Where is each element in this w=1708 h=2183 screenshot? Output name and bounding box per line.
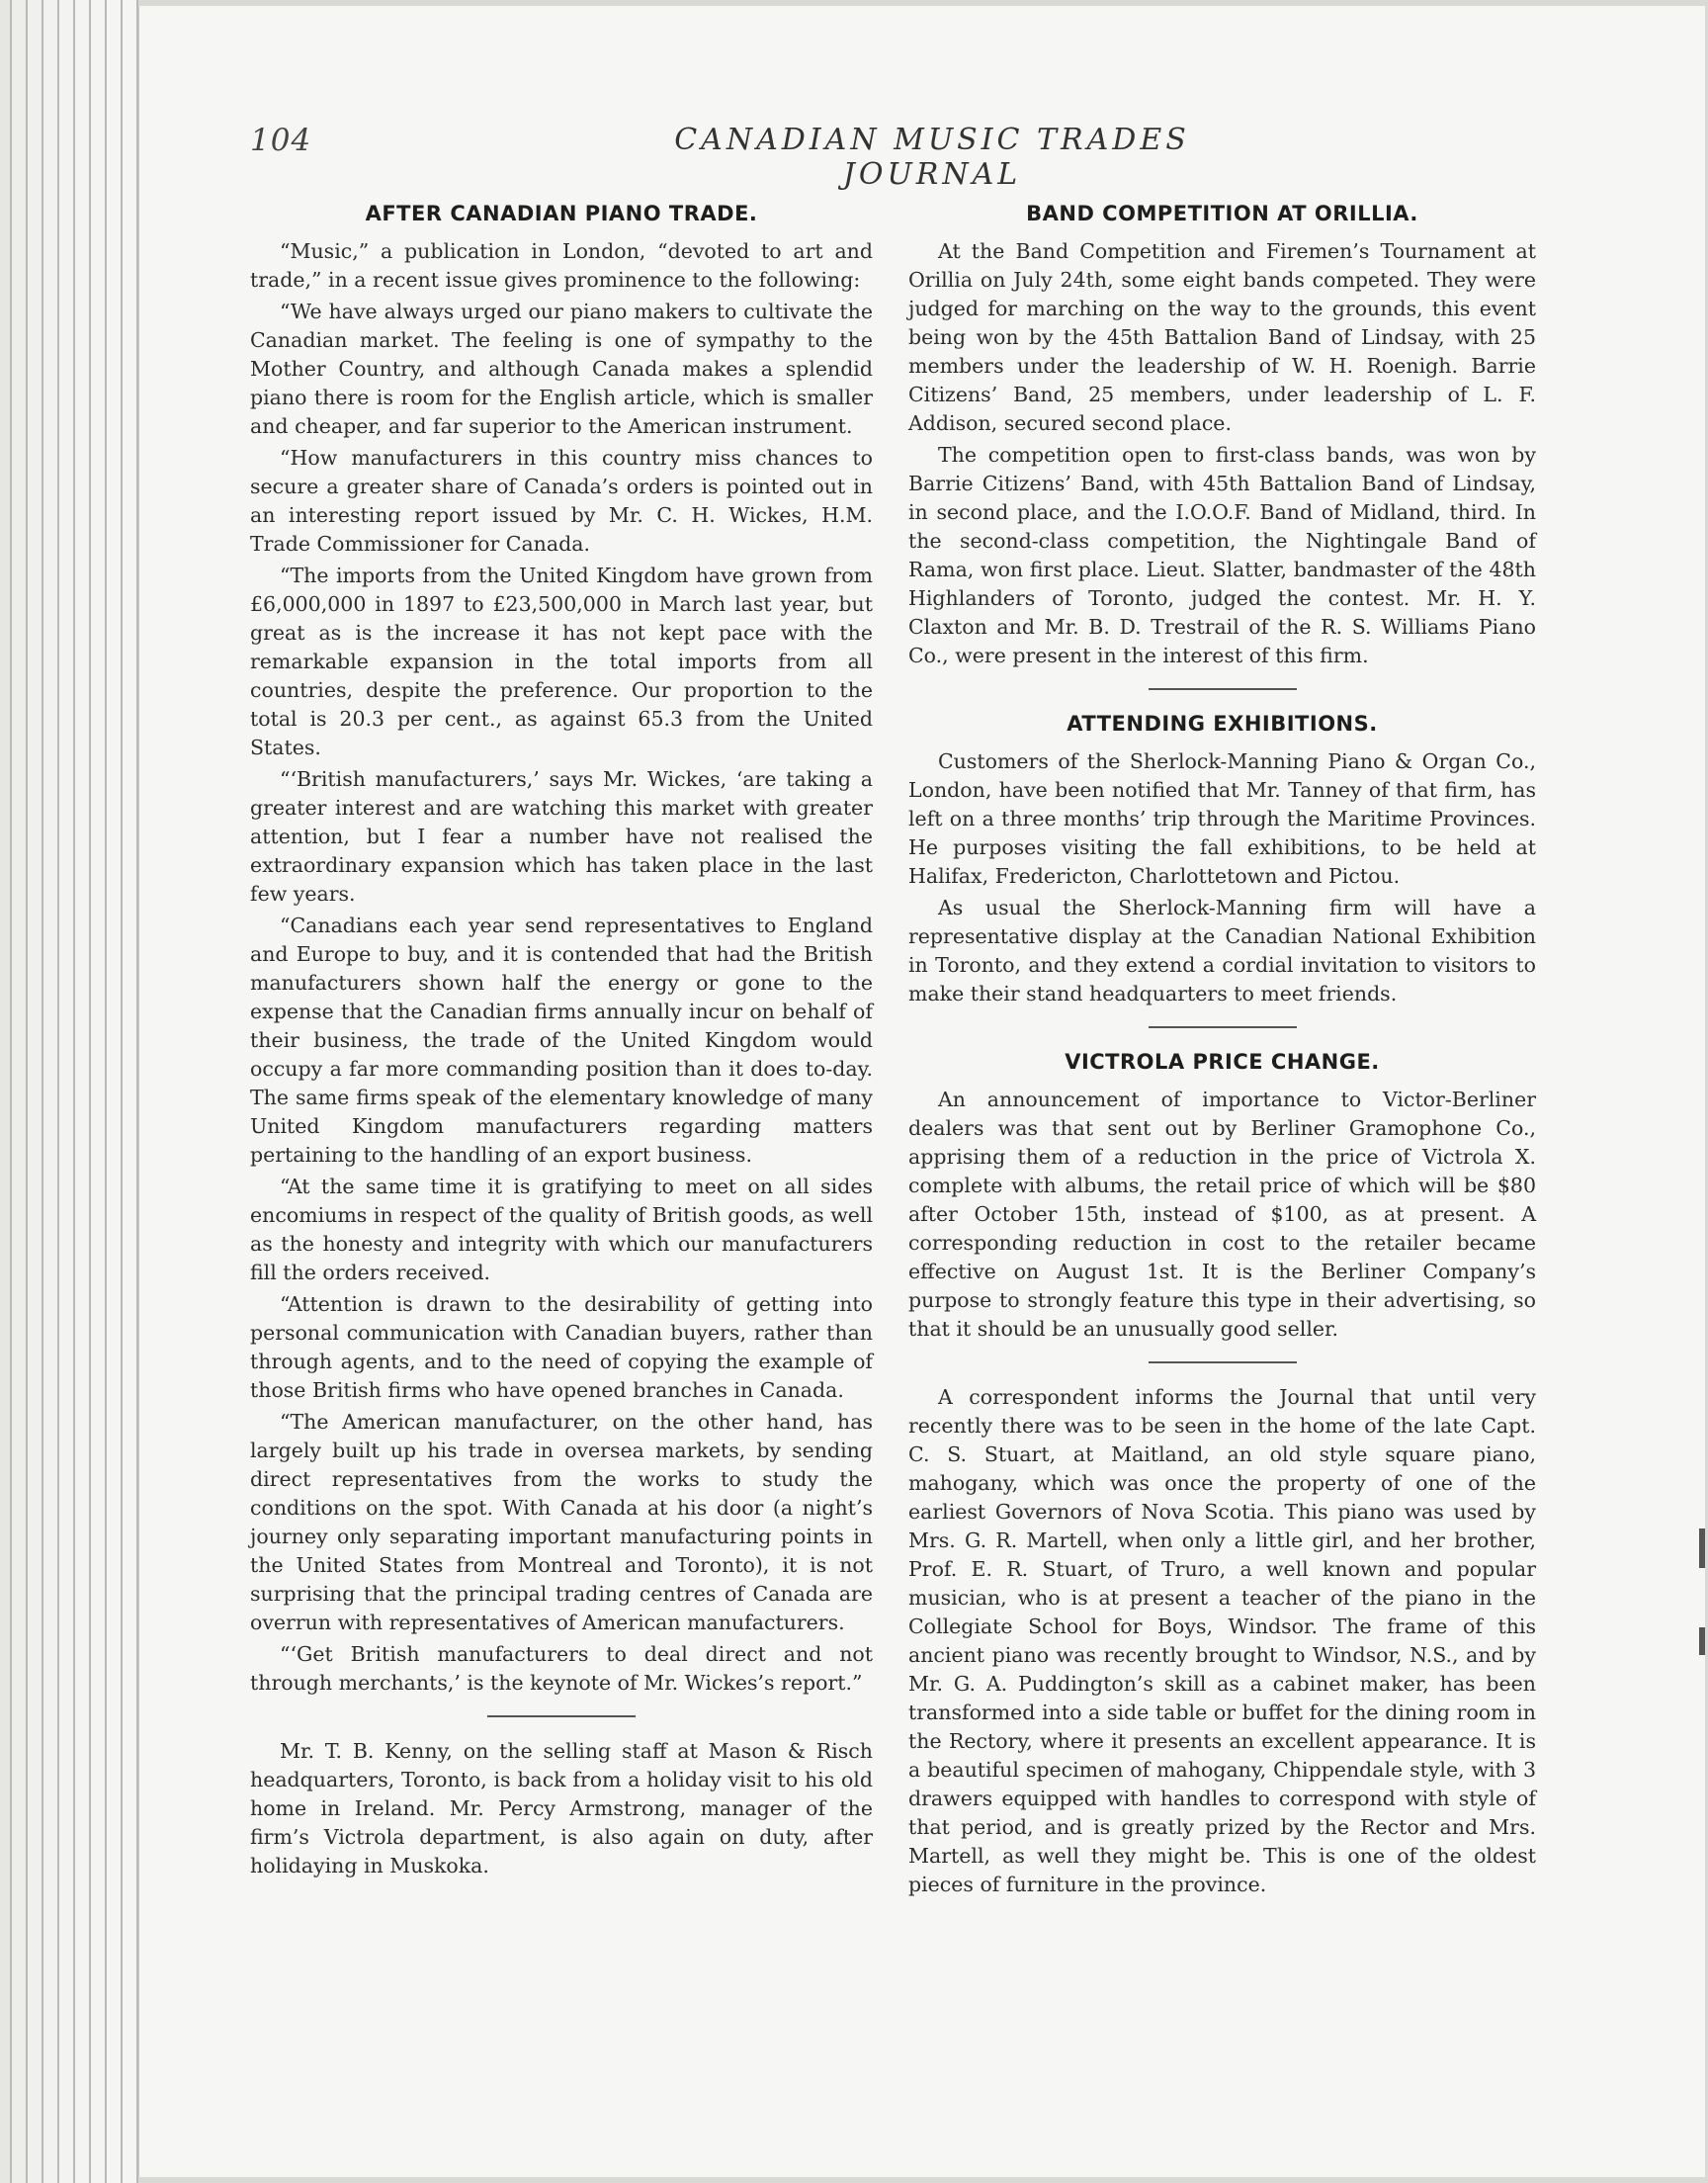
section-divider bbox=[1149, 1026, 1297, 1028]
section-divider bbox=[487, 1715, 636, 1717]
section-divider bbox=[1149, 1361, 1297, 1363]
article-paragraph: At the Band Competition and Firemen’s Tournament at Orillia on July 24th, some eight bands competed. They were judged for marching on the way to the grounds, this event being won by the 45th Battalion Band of Lindsay, with 25 members under the leadership of W. H. Roenigh. Barrie Citizens’ Band, 25 members, under leadership of L. F. Addison, secured second place. bbox=[908, 239, 1536, 435]
scan-edge-mark bbox=[1699, 1528, 1705, 1568]
page-edge bbox=[91, 0, 107, 2183]
article-paragraph: The competition open to first-class bands, was won by Barrie Citizens’ Band, with 45th Battalion Band of Lindsay, in second place, and the I.O.O.F. Band of Midland, third. In the second-class competition, the Nightingale Band of Rama, won first place. Lieut. Slatter, bandmaster of the 48th Highlanders of Toronto, judged the contest. Mr. H. Y. Claxton and Mr. B. D. Trestrail of the R. S. Williams Piano Co., were present in the interest of this firm. bbox=[908, 443, 1536, 667]
left-column bbox=[250, 200, 873, 1883]
headline-band-competition: BAND COMPETITION AT ORILLIA. bbox=[1026, 202, 1418, 225]
article-paragraph: “Attention is drawn to the desirability of getting into personal communication with Canadian buyers, rather than through agents, and to the need of copying the example of those British firms who have opened branches in Canada. bbox=[250, 1292, 873, 1402]
journal-page bbox=[138, 6, 1705, 2177]
article-paragraph: “We have always urged our piano makers to cultivate the Canadian market. The feeling is one of sympathy to the Mother Country, and although Canada makes a splendid piano there is room for the English article, which is smaller and cheaper, and far superior to the American instrument. bbox=[250, 300, 873, 438]
page-edge bbox=[0, 0, 12, 2183]
news-item-kenny: Mr. T. B. Kenny, on the selling staff at Mason & Risch headquarters, Toronto, is back from a holiday visit to his old home in Ireland. Mr. Percy Armstrong, manager of the firm’s Victrola department, is also again on duty, after holidaying in Muskoka. bbox=[250, 1739, 873, 1877]
headline-attending-exhibitions: ATTENDING EXHIBITIONS. bbox=[1067, 712, 1378, 736]
journal-title: CANADIAN MUSIC TRADES JOURNAL bbox=[674, 123, 1190, 192]
article-paragraph: “Canadians each year send representatives to England and Europe to buy, and it is contended that had the British manufacturers shown half the energy or gone to the expense that the Canadian firms annually incur on behalf of their business, the trade of the United Kingdom would occupy a far more commanding position than it does to-day. The same firms speak of the elementary knowledge of many United Kingdom manufacturers regarding matters pertaining to the handling of an export business. bbox=[250, 914, 873, 1167]
article-paragraph: “‘Get British manufacturers to deal direct and not through merchants,’ is the keynote of Mr. Wickes’s report.” bbox=[250, 1642, 873, 1695]
news-item-correspondent: A correspondent informs the Journal that until very recently there was to be seen in the home of the late Capt. C. S. Stuart, at Maitland, an old style square piano, mahogany, which was once the property of one of the earliest Governors of Nova Scotia. This piano was used by Mrs. G. R. Martell, when only a little girl, and her brother, Prof. E. R. Stuart, of Truro, a well known and popular musician, who is at present a teacher of the piano in the Collegiate School for Boys, Windsor. The frame of this ancient piano was recently brought to Windsor, N.S., and by Mr. G. A. Puddington’s skill as a cabinet maker, has been transformed into a side table or buffet for the dining room in the Rectory, where it presents an excellent appearance. It is a beautiful specimen of mahogany, Chippendale style, with 3 drawers equipped with handles to correspond with style of that period, and is greatly prized by the Rector and Mrs. Martell, as well they might be. This is one of the oldest pieces of furniture in the province. bbox=[908, 1385, 1536, 1896]
article-paragraph: “At the same time it is gratifying to meet on all sides encomiums in respect of the quality of British goods, as well as the honesty and integrity with which our manufacturers fill the orders received. bbox=[250, 1175, 873, 1284]
page-edge bbox=[59, 0, 75, 2183]
page-edge bbox=[107, 0, 123, 2183]
page-edge bbox=[43, 0, 59, 2183]
scan-edge-mark bbox=[1699, 1627, 1705, 1655]
article-paragraph: “The imports from the United Kingdom have grown from £6,000,000 in 1897 to £23,500,000 in March last year, but great as is the increase it has not kept pace with the remarkable expansion in the total imports from all countries, despite the preference. Our proportion to the total is 20.3 per cent., as against 65.3 from the United States. bbox=[250, 564, 873, 759]
page-edge bbox=[75, 0, 91, 2183]
article-paragraph: An announcement of importance to Victor-Berliner dealers was that sent out by Berliner Gramophone Co., apprising them of a reduction in the price of Victrola X. complete with albums, the retail price of which will be $80 after October 15th, instead of $100, as at present. A corresponding reduction in cost to the retailer became effective on August 1st. It is the Berliner Company’s purpose to strongly feature this type in their advertising, so that it should be an unusually good seller. bbox=[908, 1088, 1536, 1341]
article-paragraph: Customers of the Sherlock-Manning Piano & Organ Co., London, have been notified that Mr. Tanney of that firm, has left on a three months’ trip through the Maritime Provinces. He purposes visiting the fall exhibitions, to be held at Halifax, Fredericton, Charlottetown and Pictou. bbox=[908, 749, 1536, 888]
page-edge bbox=[123, 0, 138, 2183]
page-edge bbox=[12, 0, 28, 2183]
section-divider bbox=[1149, 688, 1297, 690]
page-edge bbox=[28, 0, 43, 2183]
headline-after-canadian-piano-trade: AFTER CANADIAN PIANO TRADE. bbox=[365, 202, 758, 225]
headline-victrola-price-change: VICTROLA PRICE CHANGE. bbox=[1065, 1050, 1380, 1074]
right-column bbox=[908, 200, 1536, 1902]
page-number: 104 bbox=[250, 123, 312, 158]
article-paragraph: “Music,” a publication in London, “devoted to art and trade,” in a recent issue gives prominence to the following: bbox=[250, 239, 873, 292]
running-head bbox=[250, 123, 1693, 192]
article-paragraph: As usual the Sherlock-Manning firm will have a representative display at the Canadian National Exhibition in Toronto, and they extend a cordial invitation to visitors to make their stand headquarters to meet friends. bbox=[908, 896, 1536, 1005]
article-paragraph: “The American manufacturer, on the other hand, has largely built up his trade in oversea markets, by sending direct representatives from the works to study the conditions on the spot. With Canada at his door (a night’s journey only separating important manufacturing points in the United States from Montreal and Toronto), it is not surprising that the principal trading centres of Canada are overrun with representatives of American manufacturers. bbox=[250, 1410, 873, 1634]
article-paragraph: “How manufacturers in this country miss chances to secure a greater share of Canada’s orders is pointed out in an interesting report issued by Mr. C. H. Wickes, H.M. Trade Commissioner for Canada. bbox=[250, 446, 873, 556]
article-paragraph: “‘British manufacturers,’ says Mr. Wickes, ‘are taking a greater interest and are watching this market with greater attention, but I fear a number have not realised the extraordinary expansion which has taken place in the last few years. bbox=[250, 767, 873, 906]
